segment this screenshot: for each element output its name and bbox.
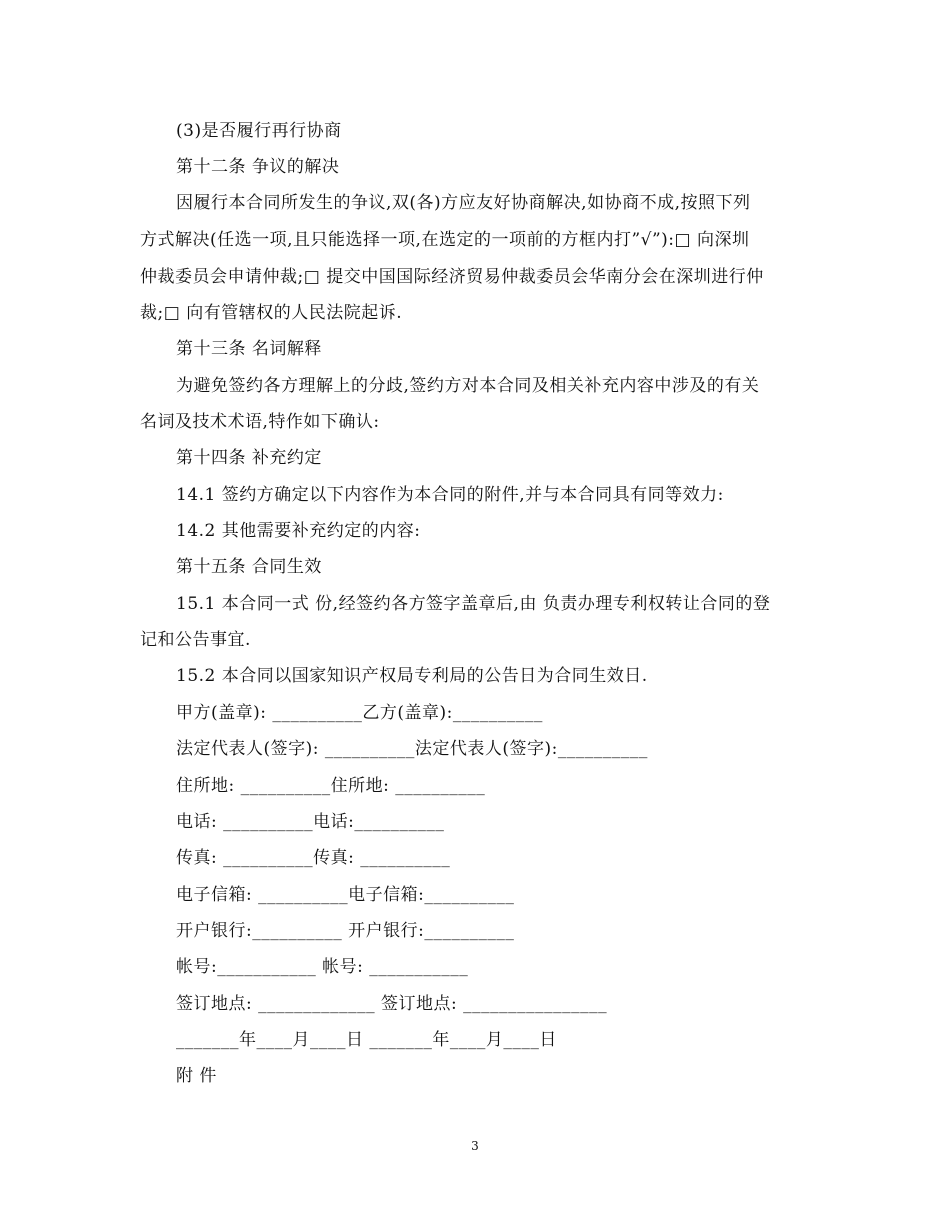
text-line-16: 15.2 本合同以国家知识产权局专利局的公告日为合同生效日. [176, 666, 648, 686]
text-line-14: 15.1 本合同一式 份,经签约各方签字盖章后,由 负责办理专利权转让合同的登 [176, 594, 771, 614]
text-line-3: 因履行本合同所发生的争议,双(各)方应友好协商解决,如协商不成,按照下列 [176, 193, 751, 213]
legal-representative-line: 法定代表人(签字): __________法定代表人(签字):__________ [176, 739, 648, 759]
text-line-9: 名词及技术术语,特作如下确认: [140, 412, 380, 432]
text-line-4: 方式解决(任选一项,且只能选择一项,在选定的一项前的方框内打”√”):□ 向深圳 [140, 230, 750, 250]
attachment-heading: 附 件 [176, 1066, 217, 1086]
phone-line: 电话: __________电话:__________ [176, 812, 445, 832]
bank-line: 开户银行:__________ 开户银行:__________ [176, 921, 515, 941]
email-line: 电子信箱: __________电子信箱:__________ [176, 885, 515, 905]
party-seal-line: 甲方(盖章): __________乙方(盖章):__________ [176, 703, 543, 723]
account-line: 帐号:___________ 帐号: ___________ [176, 957, 469, 977]
section-heading-14: 第十四条 补充约定 [176, 448, 322, 468]
fax-line: 传真: __________传真: __________ [176, 848, 451, 868]
text-line-8: 为避免签约各方理解上的分歧,签约方对本合同及相关补充内容中涉及的有关 [176, 376, 760, 396]
text-line-6: 裁;□ 向有管辖权的人民法院起诉. [140, 303, 403, 323]
text-line-11: 14.1 签约方确定以下内容作为本合同的附件,并与本合同具有同等效力: [176, 485, 724, 505]
section-heading-12: 第十二条 争议的解决 [176, 157, 340, 177]
section-heading-13: 第十三条 名词解释 [176, 339, 322, 359]
text-line-5: 仲裁委员会申请仲裁;□ 提交中国国际经济贸易仲裁委员会华南分会在深圳进行仲 [140, 267, 764, 287]
section-heading-15: 第十五条 合同生效 [176, 557, 322, 577]
address-line: 住所地: __________住所地: __________ [176, 776, 486, 796]
text-line-1: (3)是否履行再行协商 [176, 121, 342, 141]
date-line: _______年____月____日 _______年____月____日 [176, 1030, 557, 1050]
page-number: 3 [471, 1139, 479, 1153]
text-line-15: 记和公告事宜. [140, 630, 251, 650]
signing-place-line: 签订地点: _____________ 签订地点: ________________ [176, 994, 608, 1014]
text-line-12: 14.2 其他需要补充约定的内容: [176, 521, 421, 541]
